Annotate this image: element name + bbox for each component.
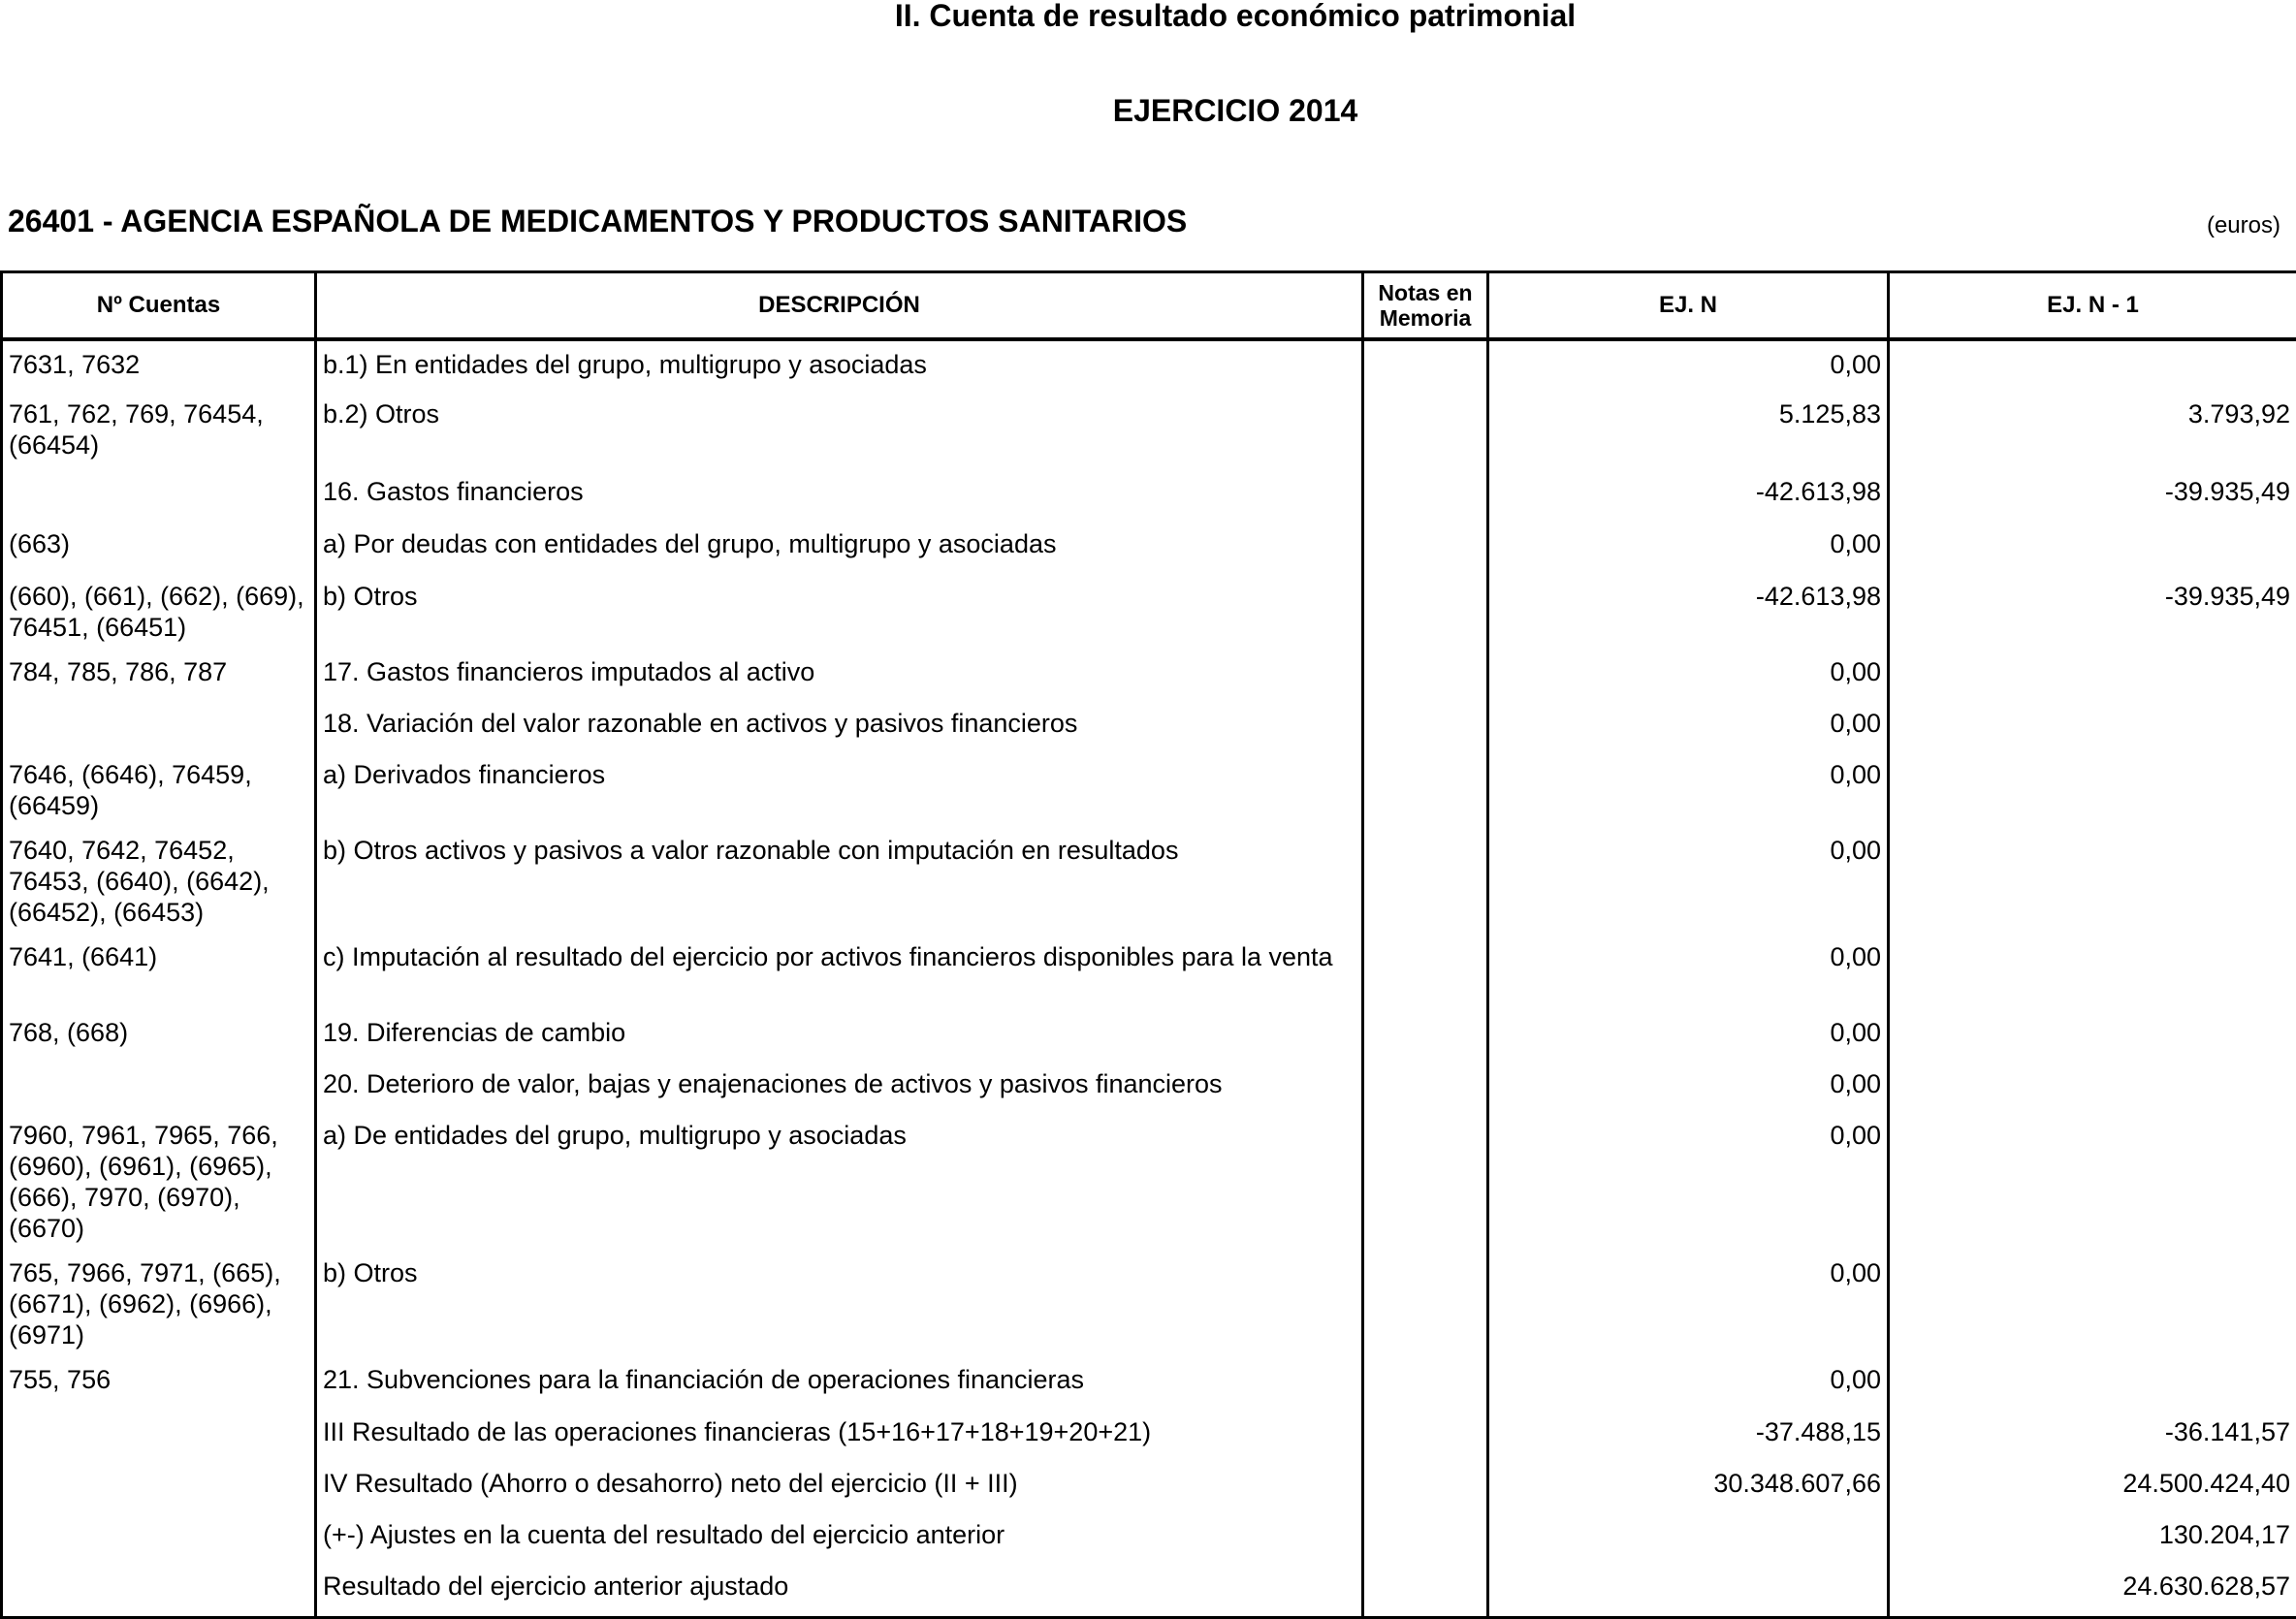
cell-ej-n: 0,00 xyxy=(1488,339,1889,393)
entity-title: 26401 - AGENCIA ESPAÑOLA DE MEDICAMENTOS Y PRODUCTOS SANITARIOS xyxy=(8,202,1187,240)
table-header-row xyxy=(2,272,2296,340)
cell-accounts: 7640, 7642, 76452, 76453, (6640), (6642), (66452), (66453) xyxy=(2,829,316,936)
cell-ej-n1: 24.630.628,57 xyxy=(1889,1565,2296,1617)
cell-notes xyxy=(1363,1252,1488,1358)
cell-accounts: 765, 7966, 7971, (665), (6671), (6962), (6966), (6971) xyxy=(2,1252,316,1358)
cell-description: IV Resultado (Ahorro o desahorro) neto del ejercicio (II + III) xyxy=(316,1462,1363,1513)
cell-accounts xyxy=(2,1513,316,1565)
cell-ej-n1 xyxy=(1889,1358,2296,1411)
cell-ej-n1: 130.204,17 xyxy=(1889,1513,2296,1565)
cell-ej-n: 0,00 xyxy=(1488,1252,1889,1358)
cell-description: a) Por deudas con entidades del grupo, multigrupo y asociadas xyxy=(316,523,1363,575)
cell-ej-n: 30.348.607,66 xyxy=(1488,1462,1889,1513)
cell-ej-n xyxy=(1488,1513,1889,1565)
cell-notes xyxy=(1363,1358,1488,1411)
table-row xyxy=(2,1252,2296,1358)
cell-description: 21. Subvenciones para la financiación de operaciones financieras xyxy=(316,1358,1363,1411)
cell-ej-n: -42.613,98 xyxy=(1488,470,1889,523)
cell-ej-n: 0,00 xyxy=(1488,753,1889,829)
table-row xyxy=(2,1565,2296,1617)
cell-ej-n1 xyxy=(1889,1063,2296,1114)
cell-ej-n: 5.125,83 xyxy=(1488,393,1889,470)
table-row xyxy=(2,575,2296,651)
cell-ej-n1: -39.935,49 xyxy=(1889,575,2296,651)
cell-description: b) Otros activos y pasivos a valor razonable con imputación en resultados xyxy=(316,829,1363,936)
cell-ej-n1 xyxy=(1889,936,2296,1011)
cell-notes xyxy=(1363,1063,1488,1114)
cell-notes xyxy=(1363,702,1488,753)
table-row xyxy=(2,702,2296,753)
cell-accounts xyxy=(2,1565,316,1617)
cell-notes xyxy=(1363,1114,1488,1252)
cell-description: 18. Variación del valor razonable en activos y pasivos financieros xyxy=(316,702,1363,753)
cell-accounts xyxy=(2,1462,316,1513)
cell-notes xyxy=(1363,829,1488,936)
cell-ej-n: 0,00 xyxy=(1488,523,1889,575)
cell-ej-n: -37.488,15 xyxy=(1488,1411,1889,1462)
cell-notes xyxy=(1363,339,1488,393)
cell-ej-n: 0,00 xyxy=(1488,1011,1889,1063)
page-title: II. Cuenta de resultado económico patrimonial xyxy=(0,0,2296,35)
cell-ej-n: 0,00 xyxy=(1488,702,1889,753)
cell-notes xyxy=(1363,575,1488,651)
cell-accounts: 7631, 7632 xyxy=(2,339,316,393)
cell-accounts: 755, 756 xyxy=(2,1358,316,1411)
cell-description: 16. Gastos financieros xyxy=(316,470,1363,523)
cell-ej-n: 0,00 xyxy=(1488,936,1889,1011)
cell-description: 17. Gastos financieros imputados al activo xyxy=(316,651,1363,702)
cell-ej-n1 xyxy=(1889,753,2296,829)
cell-accounts: 761, 762, 769, 76454, (66454) xyxy=(2,393,316,470)
cell-notes xyxy=(1363,470,1488,523)
cell-description: b.2) Otros xyxy=(316,393,1363,470)
table-row xyxy=(2,1462,2296,1513)
cell-accounts: 768, (668) xyxy=(2,1011,316,1063)
cell-notes xyxy=(1363,393,1488,470)
cell-description: b) Otros xyxy=(316,1252,1363,1358)
cell-notes xyxy=(1363,1411,1488,1462)
column-header-notes-line1: Notas en xyxy=(1378,280,1472,305)
cell-ej-n1 xyxy=(1889,339,2296,393)
cell-notes xyxy=(1363,1565,1488,1617)
table-row xyxy=(2,829,2296,936)
table-row xyxy=(2,1063,2296,1114)
results-table xyxy=(0,270,2296,1619)
cell-notes xyxy=(1363,1462,1488,1513)
cell-description: (+-) Ajustes en la cuenta del resultado del ejercicio anterior xyxy=(316,1513,1363,1565)
table-row xyxy=(2,753,2296,829)
cell-ej-n1 xyxy=(1889,702,2296,753)
cell-accounts: 7641, (6641) xyxy=(2,936,316,1011)
column-header-notes xyxy=(1363,272,1488,340)
cell-ej-n1: 24.500.424,40 xyxy=(1889,1462,2296,1513)
table-row xyxy=(2,651,2296,702)
cell-ej-n: 0,00 xyxy=(1488,1358,1889,1411)
cell-description: c) Imputación al resultado del ejercicio por activos financieros disponibles para la venta xyxy=(316,936,1363,1011)
cell-accounts: 784, 785, 786, 787 xyxy=(2,651,316,702)
cell-notes xyxy=(1363,1513,1488,1565)
cell-ej-n xyxy=(1488,1565,1889,1617)
cell-description: 20. Deterioro de valor, bajas y enajenaciones de activos y pasivos financieros xyxy=(316,1063,1363,1114)
currency-label: (euros) xyxy=(2207,211,2280,240)
cell-ej-n1 xyxy=(1889,1114,2296,1252)
column-header-ej-n: EJ. N xyxy=(1488,272,1889,340)
cell-accounts xyxy=(2,1411,316,1462)
cell-description: a) Derivados financieros xyxy=(316,753,1363,829)
column-header-notes-line2: Memoria xyxy=(1380,305,1472,331)
column-header-ej-n1: EJ. N - 1 xyxy=(1889,272,2296,340)
cell-ej-n: 0,00 xyxy=(1488,651,1889,702)
cell-ej-n: 0,00 xyxy=(1488,1063,1889,1114)
cell-description: III Resultado de las operaciones financieras (15+16+17+18+19+20+21) xyxy=(316,1411,1363,1462)
cell-notes xyxy=(1363,936,1488,1011)
cell-ej-n1 xyxy=(1889,829,2296,936)
cell-accounts: 7646, (6646), 76459, (66459) xyxy=(2,753,316,829)
table-row xyxy=(2,1358,2296,1411)
cell-accounts xyxy=(2,702,316,753)
table-row xyxy=(2,339,2296,393)
table-row xyxy=(2,470,2296,523)
table-row xyxy=(2,1011,2296,1063)
cell-accounts xyxy=(2,1063,316,1114)
cell-ej-n1: -39.935,49 xyxy=(1889,470,2296,523)
cell-accounts: (660), (661), (662), (669), 76451, (66451) xyxy=(2,575,316,651)
cell-accounts: (663) xyxy=(2,523,316,575)
cell-ej-n: 0,00 xyxy=(1488,829,1889,936)
cell-ej-n1 xyxy=(1889,651,2296,702)
column-header-description: DESCRIPCIÓN xyxy=(316,272,1363,340)
cell-ej-n1 xyxy=(1889,1252,2296,1358)
table-row xyxy=(2,1114,2296,1252)
cell-description: b) Otros xyxy=(316,575,1363,651)
cell-ej-n: 0,00 xyxy=(1488,1114,1889,1252)
table-row xyxy=(2,1411,2296,1462)
cell-ej-n: -42.613,98 xyxy=(1488,575,1889,651)
column-header-accounts: Nº Cuentas xyxy=(2,272,316,340)
cell-description: Resultado del ejercicio anterior ajustado xyxy=(316,1565,1363,1617)
cell-description: b.1) En entidades del grupo, multigrupo y asociadas xyxy=(316,339,1363,393)
table-row xyxy=(2,1513,2296,1565)
cell-notes xyxy=(1363,651,1488,702)
cell-notes xyxy=(1363,753,1488,829)
cell-ej-n1: -36.141,57 xyxy=(1889,1411,2296,1462)
cell-notes xyxy=(1363,523,1488,575)
table-row xyxy=(2,936,2296,1011)
cell-ej-n1 xyxy=(1889,1011,2296,1063)
table-row xyxy=(2,393,2296,470)
exercise-title: EJERCICIO 2014 xyxy=(0,91,2296,130)
cell-notes xyxy=(1363,1011,1488,1063)
table-row xyxy=(2,523,2296,575)
cell-ej-n1: 3.793,92 xyxy=(1889,393,2296,470)
cell-accounts xyxy=(2,470,316,523)
cell-accounts: 7960, 7961, 7965, 766, (6960), (6961), (6965), (666), 7970, (6970), (6670) xyxy=(2,1114,316,1252)
cell-description: 19. Diferencias de cambio xyxy=(316,1011,1363,1063)
cell-description: a) De entidades del grupo, multigrupo y asociadas xyxy=(316,1114,1363,1252)
cell-ej-n1 xyxy=(1889,523,2296,575)
